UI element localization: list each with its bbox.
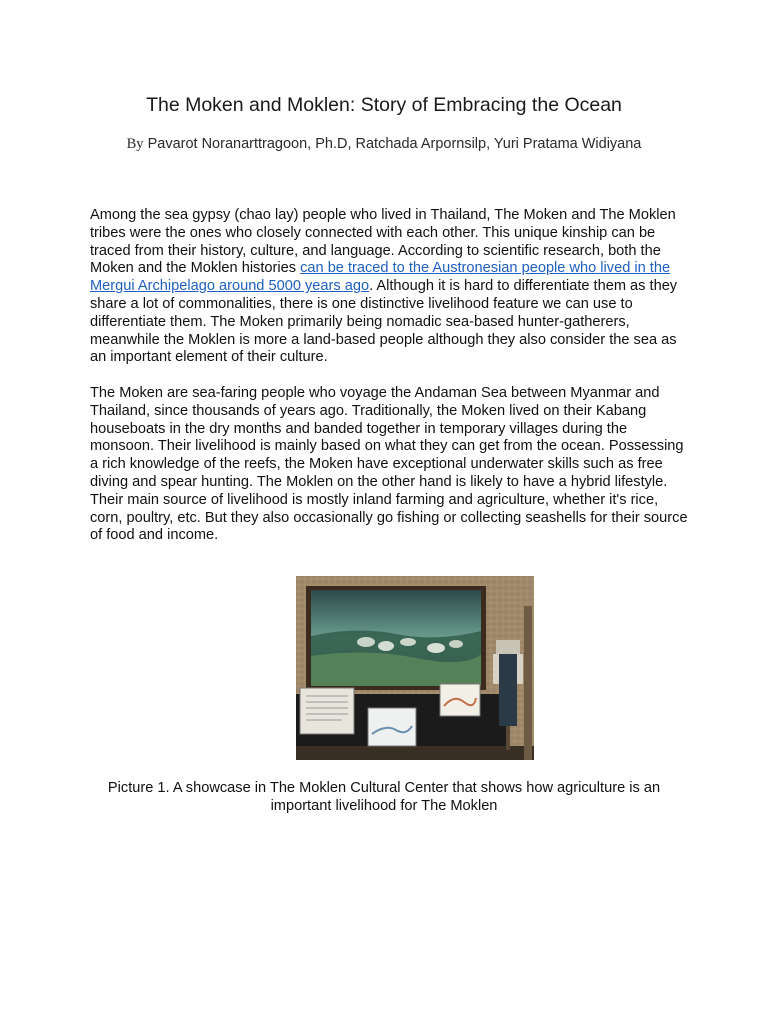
photo-illustration [296, 576, 534, 760]
paragraph-1-text-end: . Although it is hard to differentiate them as they share a lot of commonalities, there is one distinctive livelihood feature we can use to differentiate them. The Moken primarily being nomadic sea-based hunter-gatherers, meanwhile the Moklen is more a land-based people although they also consider the sea as an important element of their culture. [90, 278, 678, 366]
paragraph-1 [90, 207, 690, 367]
byline [0, 135, 768, 153]
paragraph-1-text-start: Among the sea gypsy (chao lay) people who lived in Thailand, The Moken and The Moklen tribes were the ones who closely connected with each other. This unique kinship can be traced from their history, culture, and language. According to scientific research, both the Moken and the Moklen histories [90, 207, 676, 277]
austronesian-link[interactable]: can be traced to the Austronesian people who lived in the Mergui Archipelago around 5000 years ago [90, 260, 671, 295]
paragraph-2: The Moken are sea-faring people who voyage the Andaman Sea between Myanmar and Thailand, since thousands of years ago. Traditionally, the Moken lived on their Kabang houseboats in the dry months and banded together in temporary villages during the monsoon. Their livelihood is mainly based on what they can get from the ocean. Possessing a rich knowledge of the reefs, the Moken have exceptional underwater skills such as free diving and spear hunting. The Moklen on the other hand is likely to have a hybrid lifestyle. Their main source of livelihood is mostly inland farming and agriculture, whether it's rice, corn, poultry, etc. But they also occasionally go fishing or collecting seashells for their source of food and income. [90, 385, 688, 544]
document-title: The Moken and Moklen: Story of Embracing the Ocean [146, 94, 622, 116]
byline-authors: Pavarot Noranarttragoon, Ph.D, Ratchada Arpornsilp, Yuri Pratama Widiyana [147, 136, 642, 152]
byline-prefix: By [126, 136, 144, 152]
photo-caption: Picture 1. A showcase in The Moklen Cultural Center that shows how agriculture is an important livelihood for The Moklen [107, 780, 661, 814]
cultural-center-photo [296, 576, 534, 760]
